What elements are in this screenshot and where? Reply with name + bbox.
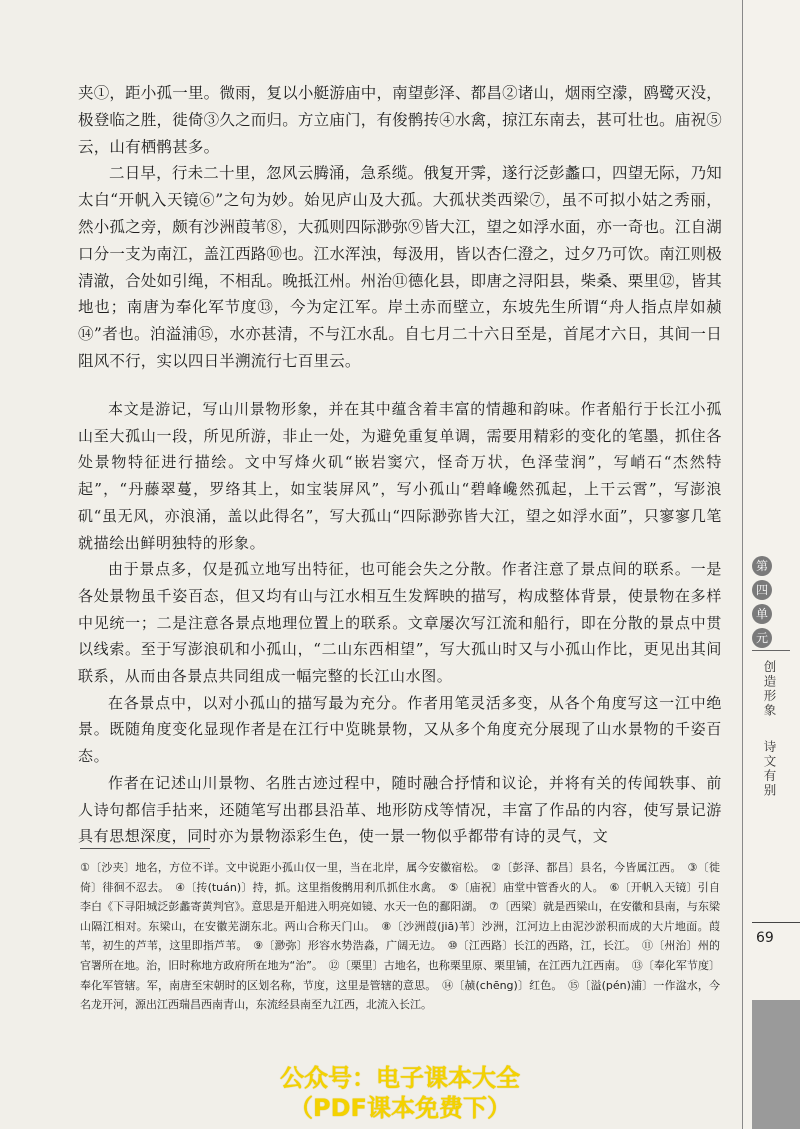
commentary-paragraph: 由于景点多，仅是孤立地写出特征，也可能会失之分散。作者注意了景点间的联系。一是各处景物虽千姿百态，但又均有山与江水相互生发辉映的描写，构成整体背景，使景物在多样中见统一；二是注意各景点地理位置上的联系。文章屡次写江流和船行，即在分散的景点中贯以线索。至于写澎浪矶和小孤山，“二山东西相望”，写大孤山时又与小孤山作比，更见出其间联系，从而由各景点共同组成一幅完整的长江山水图。 xyxy=(78,560,722,686)
footnote-divider xyxy=(80,848,210,849)
page-number: 69 xyxy=(756,930,774,946)
watermark-line: 公众号：电子课本大全 xyxy=(280,1064,520,1092)
commentary xyxy=(78,396,722,850)
watermark-line: （PDF课本免费下） xyxy=(289,1094,511,1122)
page-number-rule xyxy=(752,922,800,923)
commentary-paragraph: 本文是游记，写山川景物形象，并在其中蕴含着丰富的情趣和韵味。作者船行于长江小孤山至大孤山一段，所见所游，非止一处，为避免重复单调，需要用精彩的变化的笔墨，抓住各处景物特征进行描绘。文中写烽火矶“嵌岩窦穴，怪奇万状，色泽莹润”，写峭石“杰然特起”，“丹藤翠蔓，罗络其上，如宝装屏风”，写小孤山“碧峰巉然孤起，上干云霄”，写澎浪矶“虽无风，亦浪涌，盖以此得名”，写大孤山“四际渺弥皆大江，望之如浮水面”，只寥寥几笔就描绘出鲜明独特的形象。 xyxy=(78,400,722,552)
commentary-paragraph: 作者在记述山川景物、名胜古迹过程中，随时融合抒情和议论，并将有关的传闻轶事、前人诗句都信手拈来，还随笔写出郡县沿革、地形防戍等情况，丰富了作品的内容，使写景记游具有思想深度，同时亦为景物添彩生色，使一景一物似乎都带有诗的灵气，文 xyxy=(78,773,722,846)
unit-badge: 四 xyxy=(752,580,772,600)
margin-tab-line xyxy=(752,650,790,651)
classical-text xyxy=(78,80,722,375)
section-title: 创造形象 xyxy=(762,660,777,718)
section-subtitle: 诗文有别 xyxy=(762,740,777,798)
unit-badge: 元 xyxy=(752,628,772,648)
unit-badge: 第 xyxy=(752,556,772,576)
unit-badge: 单 xyxy=(752,604,772,624)
text-paragraph: 夹①，距小孤一里。微雨，复以小艇游庙中，南望彭泽、都昌②诸山，烟雨空濛，鸥鹭灭没，极登临之胜，徙倚③久之而归。方立庙门，有俊鹘抟④水禽，掠江东南去，甚可壮也。庙祝⑤云，山有栖鹘甚多。 xyxy=(78,84,722,156)
footnote-text: ①〔沙夹〕地名，方位不详。文中说距小孤山仅一里，当在北岸，属今安徽宿松。 ②〔彭泽、都昌〕县名，今皆属江西。 ③〔徙倚〕徘徊不忍去。 ④〔抟(tuán)〕持，抓。这里指俊鹘用利爪抓住水禽。 ⑤〔庙祝〕庙堂中管香火的人。 ⑥〔开帆入天镜〕引自李白《下寻阳城泛彭蠡寄黄判官》。意思是开船进入明亮如镜、水天一色的鄱阳湖。 ⑦〔西梁〕就是西梁山，在安徽和县南，与东梁山隔江相对。东梁山，在安徽芜湖东北。两山合称天门山。 ⑧〔沙洲葭(jiā)苇〕沙洲，江河边上由泥沙淤积而成的大片地面。葭苇，初生的芦苇，这里即指芦苇。 ⑨〔渺弥〕形容水势浩淼，广阔无边。 ⑩〔江西路〕长江的西路，江，长江。 ⑪〔州治〕州的官署所在地。治，旧时称地方政府所在地为“治”。 ⑫〔栗里〕古地名，也称栗里原、栗里铺，在江西九江西南。 ⑬〔奉化军节度〕奉化军管辖。军，南唐至宋朝时的区划名称，节度，这里是管辖的意思。 ⑭〔赪(chēng)〕红色。 ⑮〔溢(pén)浦〕一作湓水，今名龙开河，源出江西瑞昌西南青山，东流经县南至九江西，北流入长江。 xyxy=(80,861,720,1012)
text-paragraph: 二日早，行未二十里，忽风云腾涌，急系缆。俄复开霁，遂行泛彭蠡口，四望无际，乃知太白“开帆入天镜⑥”之句为妙。始见庐山及大孤。大孤状类西梁⑦，虽不可拟小姑之秀丽，然小孤之旁，颇有沙洲葭苇⑧，大孤则四际渺弥⑨皆大江，望之如浮水面，亦一奇也。江自湖口分一支为南江，盖江西路⑩也。江水浑浊，每汲用，皆以杏仁澄之，过夕乃可饮。南江则极清澈，合处如引绳，不相乱。晚抵江州。州治⑪德化县，即唐之浔阳县，柴桑、栗里⑫，皆其地也；南唐为奉化军节度⑬，今为定江军。岸土赤而壁立，东坡先生所谓“舟人指点岸如赪⑭”者也。泊溢浦⑮，水亦甚清，不与江水乱。自七月二十六日至是，首尾才六日，其间一日阻风不行，实以四日半溯流行七百里云。 xyxy=(78,164,722,370)
footnotes xyxy=(80,858,720,1015)
page-edge-tab xyxy=(752,1000,800,1129)
commentary-paragraph: 在各景点中，以对小孤山的描写最为充分。作者用笔灵活多变，从各个角度写这一江中绝景。既随角度变化显现作者是在江行中览眺景物，又从多个角度充分展现了山水景物的千姿百态。 xyxy=(78,693,722,766)
margin-rule xyxy=(742,0,743,1129)
